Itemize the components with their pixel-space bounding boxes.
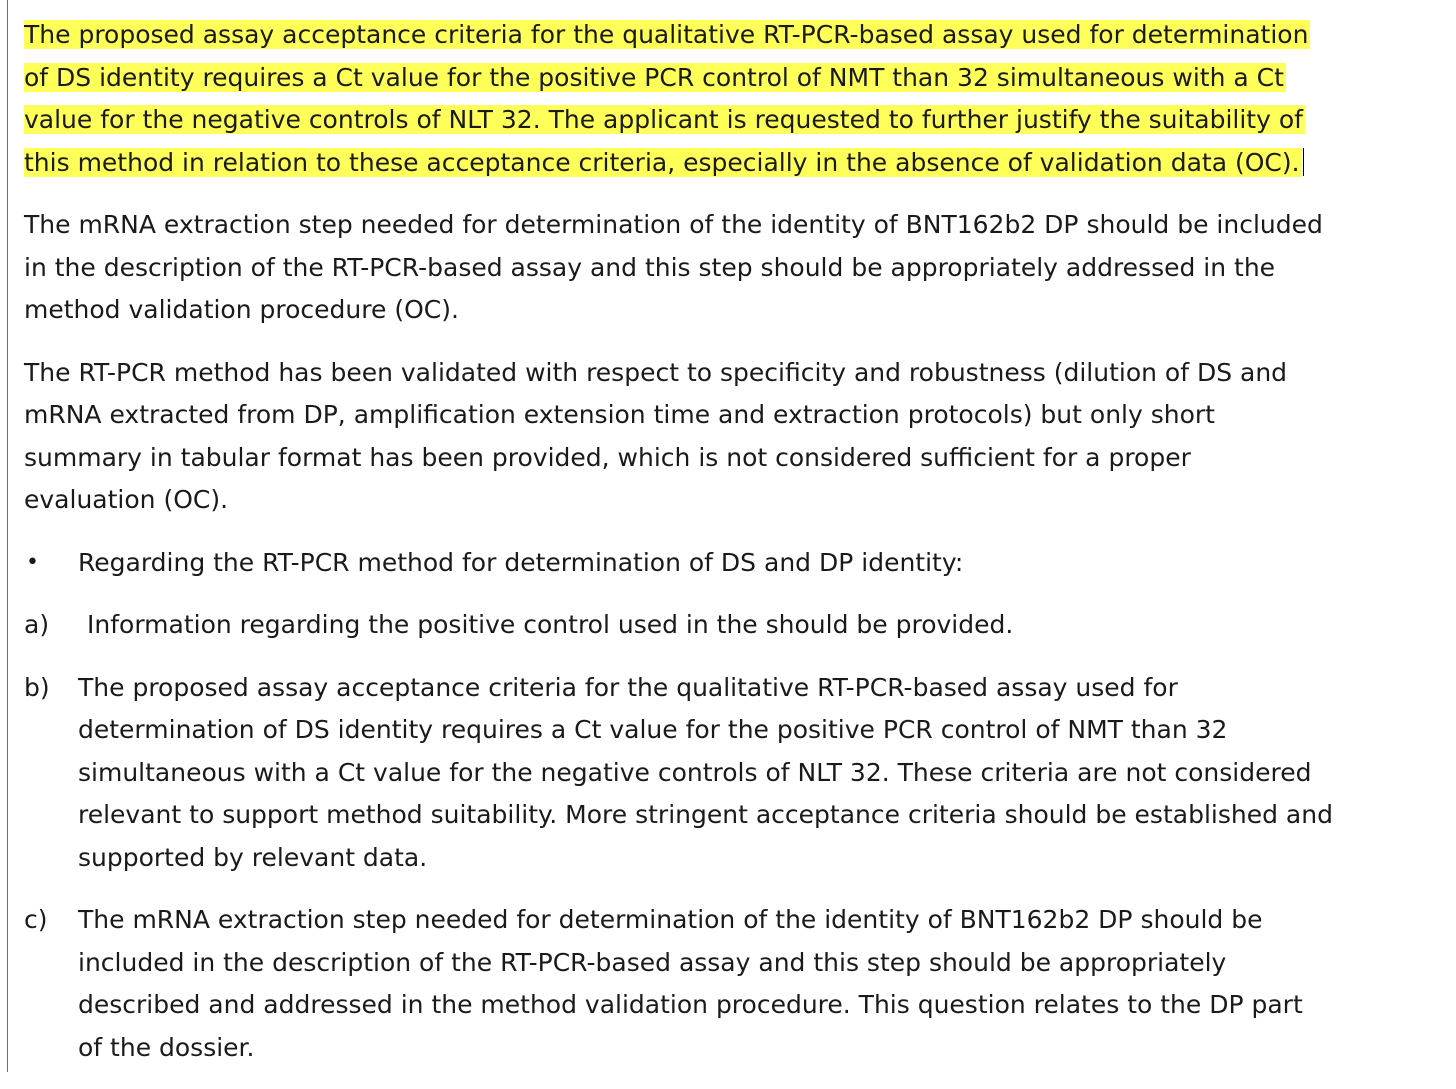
text-line: The mRNA extraction step needed for determination of the identity of BNT162b2 DP should be: [78, 905, 1263, 934]
text-line: summary in tabular format has been provided, which is not considered sufficient for a proper: [24, 442, 1191, 472]
highlighted-paragraph[interactable]: [24, 14, 1444, 184]
text-line: in the description of the RT-PCR-based assay and this step should be appropriately addressed in the: [24, 252, 1276, 282]
list-item-a: [24, 604, 1444, 647]
highlighted-line[interactable]: of DS identity requires a Ct value for the positive PCR control of NMT than 32 simultaneous with a Ct: [24, 62, 1284, 92]
text-line: described and addressed in the method validation procedure. This question relates to the DP part: [78, 990, 1303, 1019]
text-line: mRNA extracted from DP, amplification extension time and extraction protocols) but only short: [24, 400, 1215, 429]
page-left-border: [7, 0, 8, 1072]
list-item-text: Information regarding the positive control used in the should be provided.: [87, 610, 1014, 639]
text-line: The RT-PCR method has been validated with respect to specificity and robustness (dilution of DS and: [24, 357, 1288, 387]
list-item-c: [24, 899, 1444, 1069]
text-line: The mRNA extraction step needed for determination of the identity of BNT162b2 DP should be included: [24, 210, 1323, 239]
highlighted-line[interactable]: The proposed assay acceptance criteria for the qualitative RT-PCR-based assay used for determination: [24, 20, 1309, 49]
text-line: of the dossier.: [78, 1032, 255, 1062]
text-line: relevant to support method suitability. More stringent acceptance criteria should be established and: [78, 800, 1333, 829]
bullet-item: [24, 542, 1444, 585]
text-line: evaluation (OC).: [24, 485, 229, 514]
list-item-b: [24, 667, 1444, 880]
text-line: included in the description of the RT-PCR-based assay and this step should be appropriately: [78, 947, 1227, 977]
text-line: determination of DS identity requires a Ct value for the positive PCR control of NMT than 32: [78, 715, 1228, 744]
text-line: supported by relevant data.: [78, 842, 428, 872]
paragraph-rtpcr-validation: [24, 352, 1444, 522]
text-line: simultaneous with a Ct value for the negative controls of NLT 32. These criteria are not considered: [78, 757, 1312, 787]
paragraph-mrna-extraction: [24, 204, 1444, 332]
text-line: method validation procedure (OC).: [24, 295, 459, 324]
bullet-marker: •: [26, 549, 39, 575]
list-marker: a): [24, 610, 50, 639]
document-body: [24, 14, 1444, 1089]
bullet-text: Regarding the RT-PCR method for determination of DS and DP identity:: [78, 547, 964, 577]
list-marker: c): [24, 905, 48, 934]
text-line: The proposed assay acceptance criteria for the qualitative RT-PCR-based assay used for: [78, 672, 1178, 702]
highlighted-line[interactable]: value for the negative controls of NLT 32. The applicant is requested to further justify the suitability of: [24, 105, 1303, 134]
list-marker: b): [24, 672, 50, 702]
text-cursor: [1303, 148, 1304, 176]
highlighted-line[interactable]: this method in relation to these acceptance criteria, especially in the absence of validation data (OC).: [24, 147, 1300, 177]
